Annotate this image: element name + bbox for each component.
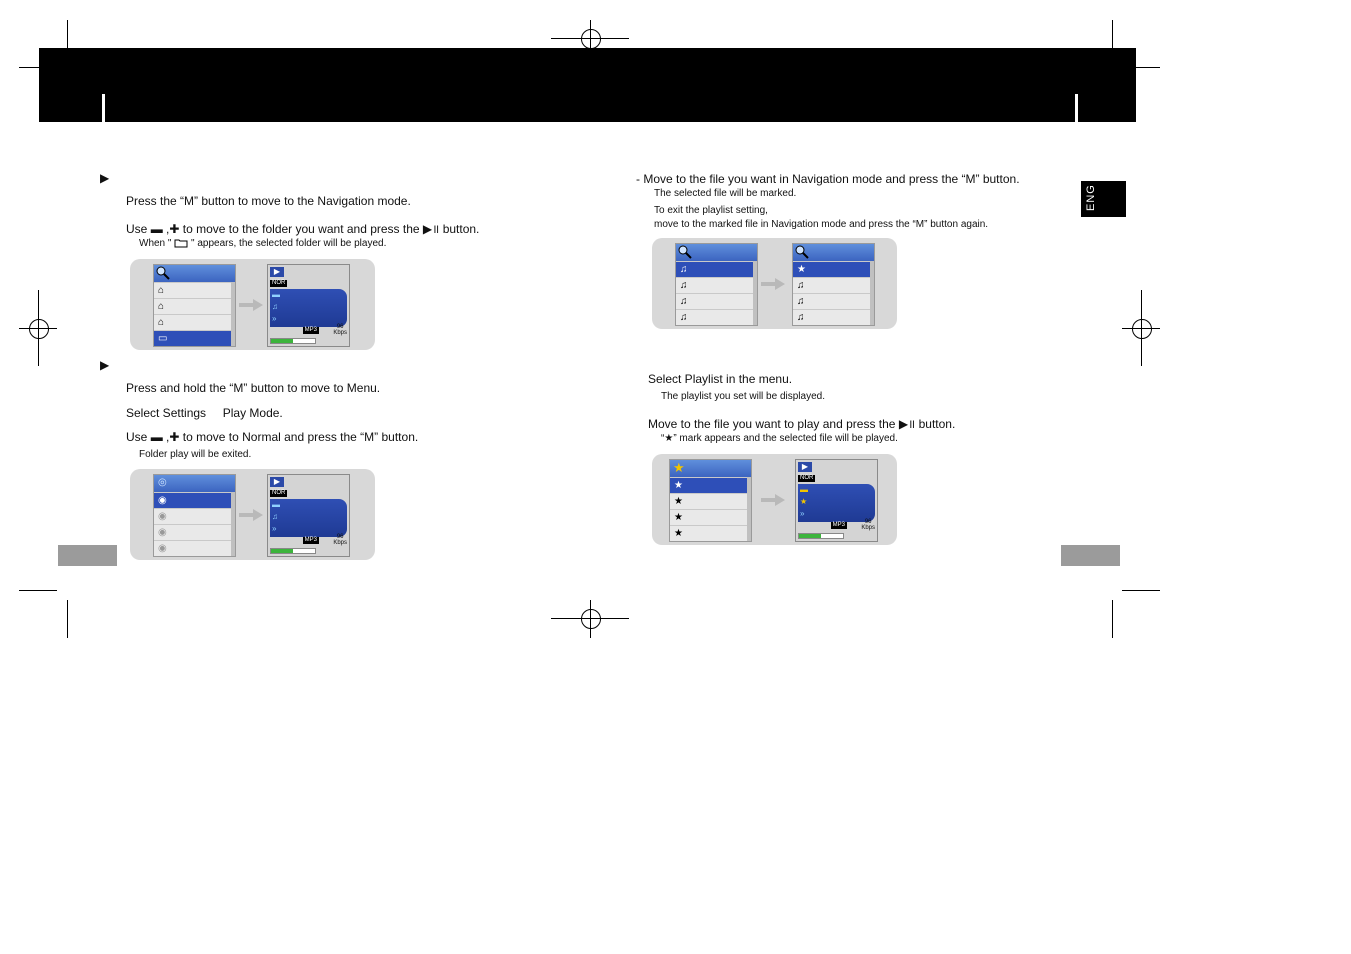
progress-bar [270,548,316,554]
star-icon: ★ [664,433,674,444]
settings-icon: ◎ [154,475,235,492]
arrow-right-icon [239,299,263,311]
music-note-icon: ♫ [676,293,757,309]
star-icon: ★ [670,477,751,493]
bitrate: 96 Kbps [333,324,347,336]
star-icon: ★ [800,497,808,506]
play-icon: ▶ [270,267,284,277]
language-tab-label: ENG [1085,184,1097,211]
folder-icon: ⌂ [154,282,235,298]
arrow-right-icon [761,494,785,506]
scrollbar [747,477,751,541]
star-icon: ★ [670,493,751,509]
format-badge: MP3 [304,537,317,543]
crop-mark [19,590,57,591]
instruction-text: Press and hold the “M” button to move to Menu. [126,381,381,395]
music-note-icon: ♫ [676,309,757,325]
instruction-text: Use ▬ ,✚ to move to the folder you want and press the ▶॥ button. [126,222,480,236]
folder-icon: ▭ [154,330,235,346]
menu-list-screen [153,474,236,557]
player-screen [267,474,350,557]
mode-badge: NOR [272,490,286,496]
arrow-right-icon [239,509,263,521]
page-number-box-left [58,545,117,566]
arrow-right-icon [761,278,785,290]
music-note-icon: ♫ [272,302,278,311]
search-icon [676,244,757,261]
radio-icon: ◉ [154,524,235,540]
note-text: “★” mark appears and the selected file will be played. [661,433,898,444]
instruction-text: Press the “M” button to move to the Navigation mode. [126,194,411,208]
play-pause-icon: ▶॥ [422,222,440,236]
progress-bar [798,533,844,539]
screen-illustration [130,259,375,350]
playlist-screen [669,459,752,542]
player-screen [795,459,878,542]
repeat-icon: » [800,509,805,518]
minus-plus-icon: ▬ ,✚ [150,430,180,444]
folder-icon: ▬ [272,290,280,299]
registration-mark [29,319,49,339]
folder-icon: ▬ [800,485,808,494]
note-text: The selected file will be marked. [654,188,797,199]
play-pause-icon: ▶॥ [898,417,916,431]
minus-plus-icon: ▬ ,✚ [150,222,180,236]
note-text: move to the marked file in Navigation mode and press the “M” button again. [654,219,989,230]
music-note-icon: ♫ [793,293,874,309]
crop-mark [67,20,68,48]
folder-icon [174,238,188,248]
registration-mark [581,609,601,629]
language-tab [1081,181,1126,217]
search-icon [154,265,235,282]
scrollbar [231,282,235,346]
instruction-text: Select Playlist in the menu. [648,372,793,386]
play-icon: ▶ [798,462,812,472]
crop-mark [1112,20,1113,58]
note-text: When " " appears, the selected folder will be played. [139,238,387,249]
instruction-text: - Move to the file you want in Navigation mode and press the “M” button. [636,172,1020,186]
registration-mark [581,29,601,49]
section-arrow-icon: ▶ [100,358,110,372]
player-screen [267,264,350,347]
bitrate: 96 Kbps [861,519,875,531]
navigation-list-screen [153,264,236,347]
star-icon: ★ [670,509,751,525]
scrollbar [753,261,757,325]
mode-badge: NOR [272,280,286,286]
folder-icon: ⌂ [154,298,235,314]
header-tick-left [102,94,105,122]
bitrate: 96 Kbps [333,534,347,546]
note-text: Folder play will be exited. [139,449,252,460]
crop-mark [1122,590,1160,591]
music-note-icon: ♫ [676,277,757,293]
crop-mark [19,67,39,68]
player-display [798,484,875,522]
folder-icon: ⌂ [154,314,235,330]
play-icon: ▶ [270,477,284,487]
player-display [270,499,347,537]
progress-bar [270,338,316,344]
search-icon [793,244,874,261]
radio-icon: ◉ [154,508,235,524]
format-badge: MP3 [832,522,845,528]
star-icon: ★ [670,460,751,477]
navigation-list-screen [792,243,875,326]
header-tick-right [1075,94,1078,122]
repeat-icon: » [272,314,277,323]
crop-mark [1112,600,1113,638]
registration-mark [1132,319,1152,339]
format-badge: MP3 [304,327,317,333]
screen-illustration [652,238,897,329]
radio-selected-icon: ◉ [154,492,235,508]
section-arrow-icon: ▶ [100,171,110,185]
repeat-icon: » [272,524,277,533]
folder-icon: ▬ [272,500,280,509]
player-display [270,289,347,327]
page-number-box-right [1061,545,1120,566]
radio-icon: ◉ [154,540,235,556]
star-icon: ★ [670,525,751,541]
note-text: To exit the playlist setting, [654,205,768,216]
instruction-text: Select Settings Play Mode. [126,406,283,420]
screen-illustration [652,454,897,545]
crop-mark [67,600,68,638]
screen-illustration [130,469,375,560]
music-note-icon: ♫ [676,261,757,277]
note-text: The playlist you set will be displayed. [661,391,825,402]
music-note-icon: ♫ [272,512,278,521]
navigation-list-screen [675,243,758,326]
music-note-icon: ♫ [793,277,874,293]
music-note-icon: ♫ [793,309,874,325]
instruction-text: Use ▬ ,✚ to move to Normal and press the “M” button. [126,430,419,444]
mode-badge: NOR [800,475,814,481]
crop-mark [1136,67,1160,68]
header-band [39,48,1136,122]
scrollbar [231,492,235,556]
star-icon: ★ [793,261,874,277]
instruction-text: Move to the file you want to play and press the ▶॥ button. [648,417,956,431]
scrollbar [870,261,874,325]
